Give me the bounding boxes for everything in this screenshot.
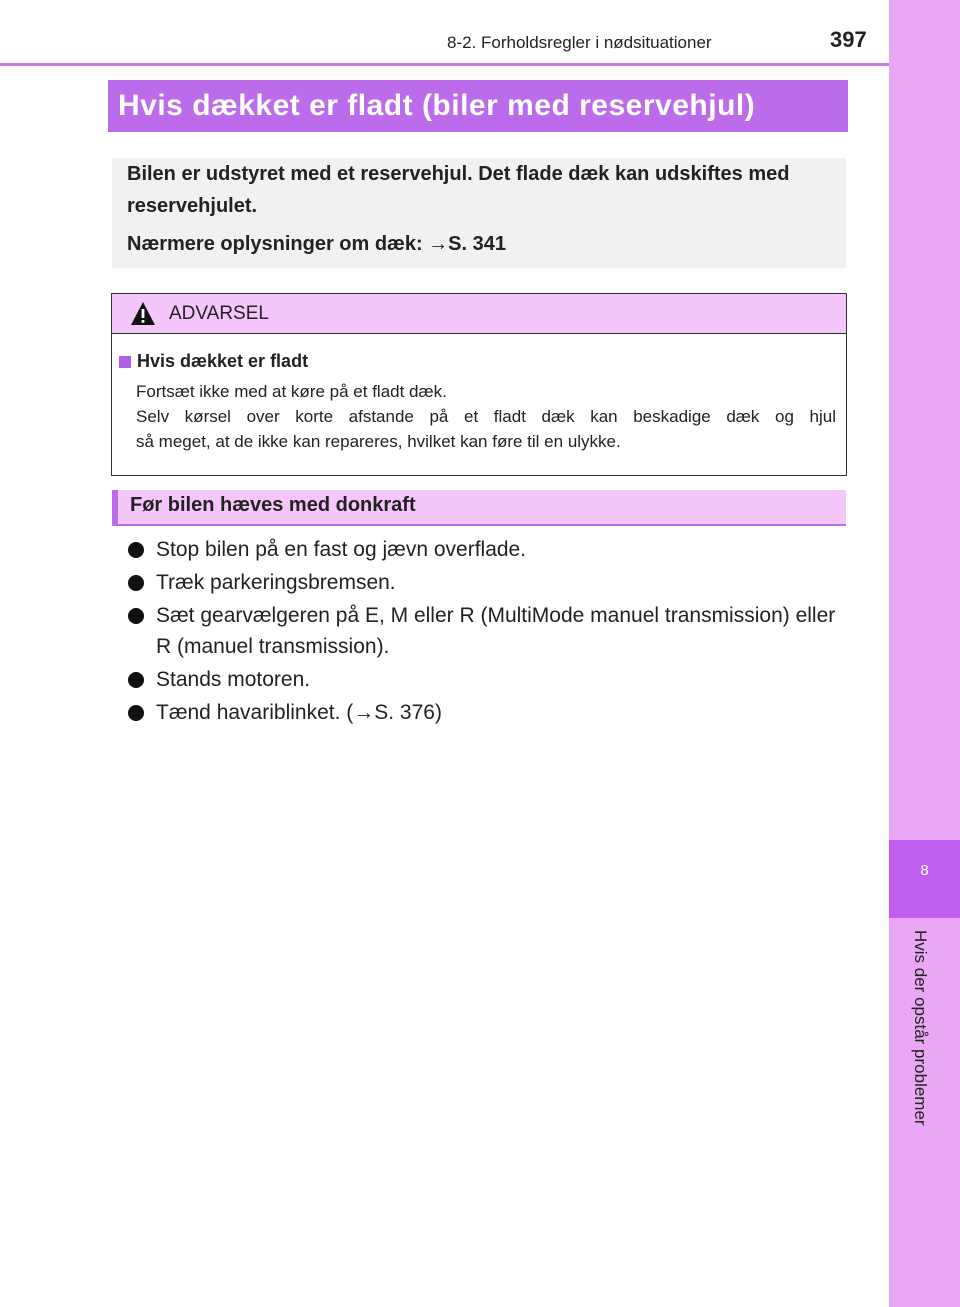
header-section-title: 8-2. Forholdsregler i nødsituationer	[447, 33, 712, 52]
header-rule	[0, 63, 889, 66]
bullet-dot-icon	[128, 705, 144, 721]
warning-triangle-icon	[130, 301, 156, 332]
bullet-dot-icon	[128, 608, 144, 624]
bullet-dot-icon	[128, 672, 144, 688]
warning-body	[136, 379, 836, 454]
warning-header	[112, 294, 846, 334]
chapter-number: 8	[920, 862, 929, 879]
list-item: Træk parkeringsbremsen.	[128, 567, 848, 598]
warning-title: ADVARSEL	[169, 303, 269, 324]
intro-text: Bilen er udstyret med et reservehjul. Det flade dæk kan udskiftes med reservehjulet.	[127, 163, 790, 217]
warning-body-line: så meget, at de ikke kan repareres, hvilket kan føre til en ulykke.	[136, 432, 621, 451]
intro-reference: Nærmere oplysninger om dæk: →S. 341	[127, 233, 507, 255]
section-heading-text: Før bilen hæves med donkraft	[130, 494, 416, 516]
warning-subtitle	[119, 351, 308, 372]
bullet-dot-icon	[128, 542, 144, 558]
warning-subtitle-text: Hvis dækket er fladt	[137, 351, 309, 371]
chapter-number-box	[889, 840, 960, 918]
square-bullet-icon	[119, 356, 131, 368]
page-title: Hvis dækket er fladt (biler med reservehjul)	[118, 89, 756, 122]
chapter-side-tab	[889, 0, 960, 1307]
page-number: 397	[830, 27, 867, 52]
title-band	[108, 80, 848, 132]
section-heading	[112, 490, 846, 526]
section-heading-bar	[112, 490, 118, 526]
list-item: Tænd havariblinket. (→S. 376)	[128, 697, 848, 728]
warning-body-line: Fortsæt ikke med at køre på et fladt dæk.	[136, 382, 447, 401]
bullet-dot-icon	[128, 575, 144, 591]
intro-box	[112, 158, 846, 268]
warning-box	[111, 293, 847, 476]
list-item: Stands motoren.	[128, 664, 848, 695]
list-item: Sæt gearvælgeren på E, M eller R (MultiMode manuel transmission) eller R (manuel transmission).	[128, 600, 848, 662]
warning-body-line: Selv kørsel over korte afstande på et fladt dæk kan beskadige dæk og hjul	[136, 407, 836, 426]
bullet-list	[128, 534, 848, 730]
chapter-title: Hvis der opstår problemer	[911, 930, 930, 1126]
list-item: Stop bilen på en fast og jævn overflade.	[128, 534, 848, 565]
